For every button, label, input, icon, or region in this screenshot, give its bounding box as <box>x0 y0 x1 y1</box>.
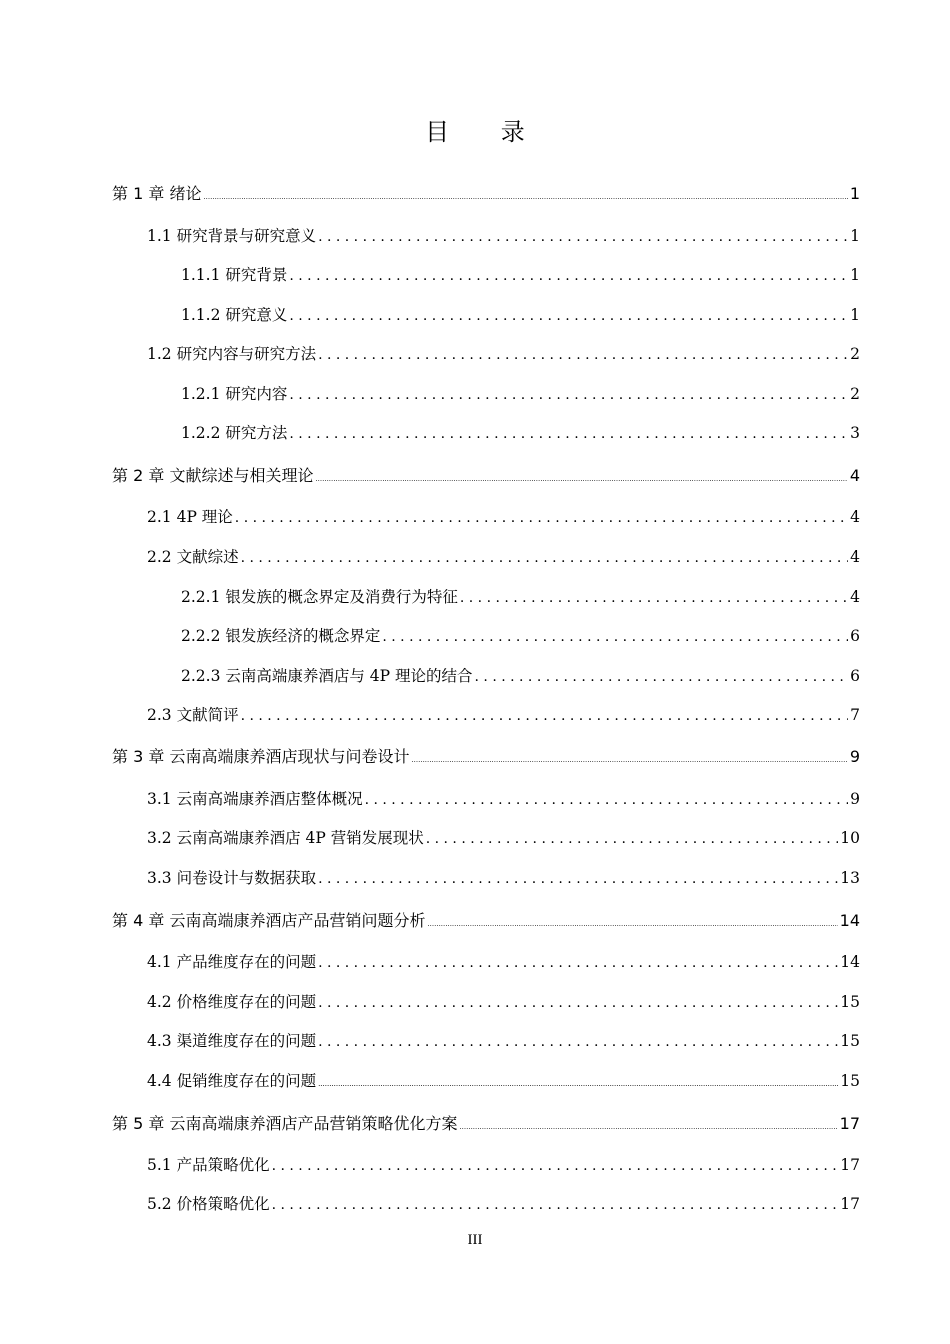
toc-entry-page: 10 <box>840 829 860 847</box>
toc-entry-page: 15 <box>840 1032 860 1050</box>
toc-entry-page: 2 <box>850 385 860 403</box>
dot-leader <box>289 264 848 288</box>
dot-leader <box>318 867 838 891</box>
toc-entry-page: 6 <box>850 667 860 685</box>
toc-entry-page: 15 <box>840 1072 860 1090</box>
toc-entry-4-1[interactable] <box>147 950 860 974</box>
dot-leader <box>318 1030 838 1054</box>
toc-entry-label: 1.2 研究内容与研究方法 <box>147 345 317 363</box>
toc-entry-page: 17 <box>839 1114 860 1133</box>
toc-entry-page: 4 <box>849 466 860 485</box>
toc-entry-5-2[interactable] <box>147 1192 860 1216</box>
toc-entry-label: 1.2.1 研究内容 <box>181 385 288 403</box>
toc-entry-chapter-4[interactable] <box>112 909 860 933</box>
dot-leader <box>318 991 838 1015</box>
dot-leader <box>272 1193 839 1217</box>
dot-leader <box>203 185 847 209</box>
toc-entry-3-2[interactable] <box>147 826 860 850</box>
toc-entry-2-2-3[interactable] <box>181 664 860 688</box>
toc-entry-label: 4.4 促销维度存在的问题 <box>147 1072 317 1090</box>
dot-leader <box>289 422 848 446</box>
dot-leader <box>318 225 848 249</box>
dot-leader <box>289 304 848 328</box>
toc-entry-label: 4.3 渠道维度存在的问题 <box>147 1032 317 1050</box>
toc-entry-page: 15 <box>840 993 860 1011</box>
dot-leader <box>382 625 848 649</box>
dot-leader <box>475 665 849 689</box>
dot-leader <box>289 383 848 407</box>
toc-entry-label: 3.2 云南高端康养酒店 4P 营销发展现状 <box>147 829 424 847</box>
toc-entry-page: 17 <box>840 1195 860 1213</box>
toc-entry-label: 第 5 章 云南高端康养酒店产品营销策略优化方案 <box>112 1114 458 1133</box>
dot-leader <box>318 951 838 975</box>
toc-entry-1-2-2[interactable] <box>181 421 860 445</box>
toc-entry-2-2[interactable] <box>147 545 860 569</box>
dot-leader <box>426 827 839 851</box>
toc-entry-page: 17 <box>840 1156 860 1174</box>
toc-entry-label: 2.2.2 银发族经济的概念界定 <box>181 627 381 645</box>
toc-entry-2-1[interactable] <box>147 505 860 529</box>
toc-entry-chapter-2[interactable] <box>112 464 860 488</box>
toc-entry-label: 1.1 研究背景与研究意义 <box>147 227 317 245</box>
toc-entry-page: 14 <box>840 953 860 971</box>
toc-entry-page: 1 <box>849 184 860 203</box>
toc-entry-page: 4 <box>850 548 860 566</box>
toc-entry-1-2[interactable] <box>147 342 860 366</box>
toc-entry-2-2-1[interactable] <box>181 585 860 609</box>
toc-entry-label: 4.1 产品维度存在的问题 <box>147 953 317 971</box>
toc-entry-page: 4 <box>850 508 860 526</box>
toc-entry-chapter-1[interactable] <box>112 182 860 206</box>
toc-entry-label: 5.1 产品策略优化 <box>147 1156 270 1174</box>
toc-entry-2-3[interactable] <box>147 703 860 727</box>
toc-title: 目 录 <box>425 118 547 146</box>
toc-entry-label: 1.1.1 研究背景 <box>181 266 288 284</box>
toc-entry-label: 1.1.2 研究意义 <box>181 306 288 324</box>
toc-entry-4-4[interactable] <box>147 1069 860 1093</box>
toc-entry-page: 6 <box>850 627 860 645</box>
toc-entry-label: 2.2.1 银发族的概念界定及消费行为特征 <box>181 588 458 606</box>
toc-entry-page: 1 <box>850 227 860 245</box>
toc-entry-label: 第 3 章 云南高端康养酒店现状与问卷设计 <box>112 747 410 766</box>
toc-entry-page: 13 <box>840 869 860 887</box>
dot-leader <box>411 748 847 772</box>
toc-entry-label: 2.2.3 云南高端康养酒店与 4P 理论的结合 <box>181 667 473 685</box>
toc-entry-4-2[interactable] <box>147 990 860 1014</box>
toc-entry-1-1-2[interactable] <box>181 303 860 327</box>
toc-entry-1-1[interactable] <box>147 224 860 248</box>
toc-entry-4-3[interactable] <box>147 1029 860 1053</box>
toc-entry-label: 第 4 章 云南高端康养酒店产品营销问题分析 <box>112 911 426 930</box>
dot-leader <box>459 1115 837 1139</box>
toc-entry-page: 3 <box>850 424 860 442</box>
dot-leader <box>460 586 848 610</box>
toc-entry-1-2-1[interactable] <box>181 382 860 406</box>
dot-leader <box>241 704 849 728</box>
toc-entry-page: 14 <box>839 911 860 930</box>
dot-leader <box>241 546 849 570</box>
page-number: III <box>467 1232 483 1248</box>
toc-entry-label: 4.2 价格维度存在的问题 <box>147 993 317 1011</box>
dot-leader <box>318 1072 838 1096</box>
toc-entry-page: 7 <box>850 706 860 724</box>
dot-leader <box>272 1154 839 1178</box>
toc-entry-page: 4 <box>850 588 860 606</box>
dot-leader <box>427 912 837 936</box>
toc-entry-page: 9 <box>849 747 860 766</box>
toc-entry-page: 1 <box>850 266 860 284</box>
toc-entry-label: 2.2 文献综述 <box>147 548 239 566</box>
toc-entry-label: 第 1 章 绪论 <box>112 184 202 203</box>
toc-entry-label: 5.2 价格策略优化 <box>147 1195 270 1213</box>
toc-entry-3-1[interactable] <box>147 787 860 811</box>
dot-leader <box>235 506 848 530</box>
dot-leader <box>365 788 849 812</box>
toc-entry-page: 9 <box>850 790 860 808</box>
toc-entry-5-1[interactable] <box>147 1153 860 1177</box>
toc-entry-chapter-3[interactable] <box>112 745 860 769</box>
toc-entry-label: 1.2.2 研究方法 <box>181 424 288 442</box>
toc-entry-1-1-1[interactable] <box>181 263 860 287</box>
toc-entry-label: 3.3 问卷设计与数据获取 <box>147 869 317 887</box>
toc-entry-label: 第 2 章 文献综述与相关理论 <box>112 466 314 485</box>
toc-entry-2-2-2[interactable] <box>181 624 860 648</box>
dot-leader <box>315 467 847 491</box>
toc-entry-chapter-5[interactable] <box>112 1112 860 1136</box>
toc-entry-page: 1 <box>850 306 860 324</box>
dot-leader <box>318 343 848 367</box>
toc-entry-page: 2 <box>850 345 860 363</box>
toc-entry-3-3[interactable] <box>147 866 860 890</box>
toc-entry-label: 2.1 4P 理论 <box>147 508 233 526</box>
toc-entry-label: 3.1 云南高端康养酒店整体概况 <box>147 790 363 808</box>
toc-entry-label: 2.3 文献简评 <box>147 706 239 724</box>
